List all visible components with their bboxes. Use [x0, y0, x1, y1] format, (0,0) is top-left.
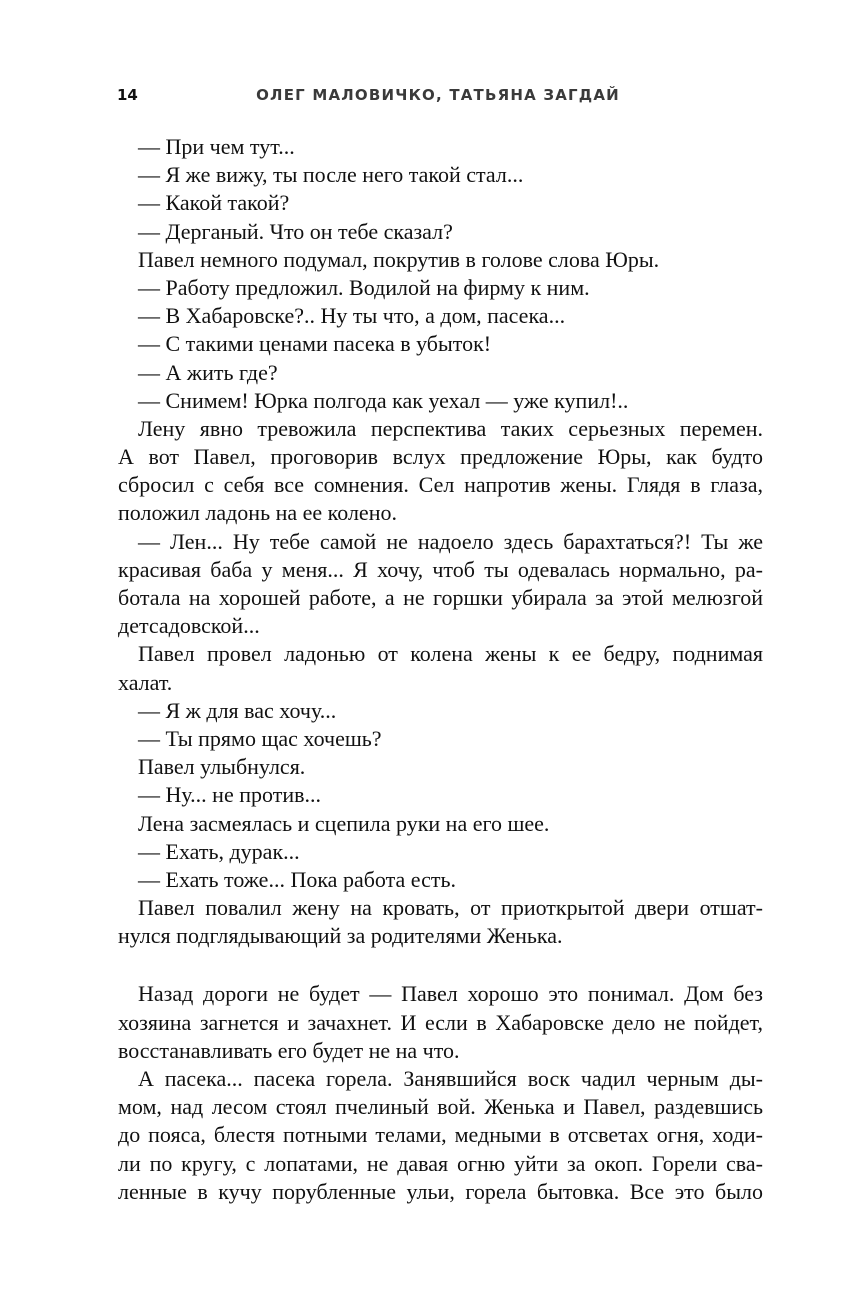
- text-line: Лену явно тревожила перспектива таких серьезных перемен.: [138, 415, 763, 441]
- text-line: нулся подглядывающий за родителями Женька.: [118, 923, 563, 949]
- text-line: хозяина загнется и зачахнет. И если в Хабаровске дело не пойдет,: [118, 1009, 763, 1035]
- text-line: — При чем тут...: [138, 134, 295, 159]
- text-line: ботала на хорошей работе, а не горшки убирала за этой мелюзгой: [118, 585, 763, 610]
- running-title: ОЛЕГ МАЛОВИЧКО, ТАТЬЯНА ЗАГДАЙ: [256, 86, 620, 104]
- text-line: Павел немного подумал, покрутив в голове слова Юры.: [138, 246, 660, 272]
- text-line: А пасека... пасека горела. Занявшийся воск чадил черным ды-: [138, 1066, 763, 1091]
- text-line: Назад дороги не будет — Павел хорошо это понимал. Дом без: [138, 981, 763, 1007]
- page-number: 14: [117, 86, 138, 104]
- text-line: — Ехать тоже... Пока работа есть.: [138, 866, 456, 892]
- text-line: Лена засмеялась и сцепила руки на его шее.: [138, 810, 550, 836]
- text-line: Павел улыбнулся.: [138, 754, 306, 780]
- text-line: — Работу предложил. Водилой на фирму к ним.: [138, 274, 590, 300]
- text-line: — Ты прямо щас хочешь?: [138, 725, 382, 751]
- section-break: [118, 950, 763, 980]
- text-line: — С такими ценами пасека в убыток!: [138, 331, 492, 357]
- text-line: Павел повалил жену на кровать, от приоткрытой двери отшат-: [138, 895, 763, 921]
- text-line: — Лен... Ну тебе самой не надоело здесь барахтаться?! Ты же: [138, 528, 763, 554]
- page-body: [118, 133, 763, 1206]
- text-line: детсадовской...: [118, 613, 260, 639]
- text-line: сбросил с себя все сомнения. Сел напротив жены. Глядя в глаза,: [118, 472, 763, 498]
- text-line: красивая баба у меня... Я хочу, чтоб ты одевалась нормально, ра-: [118, 556, 763, 582]
- text-line: — Я же вижу, ты после него такой стал...: [138, 162, 524, 188]
- text-line: — Снимем! Юрка полгода как уехал — уже купил!..: [138, 387, 629, 413]
- text-line: — А жить где?: [138, 359, 278, 385]
- text-line: — Дерганый. Что он тебе сказал?: [138, 218, 453, 244]
- text-line: до пояса, блестя потными телами, медными в отсветах огня, ходи-: [118, 1122, 763, 1148]
- text-line: Павел провел ладонью от колена жены к ее бедру, поднимая: [138, 641, 763, 667]
- text-line: мом, над лесом стоял пчелиный вой. Женька и Павел, раздевшись: [118, 1094, 763, 1120]
- text-line: положил ладонь на ее колено.: [118, 500, 397, 526]
- text-line: — Ну... не против...: [138, 782, 321, 808]
- text-line: — В Хабаровске?.. Ну ты что, а дом, пасека...: [138, 303, 566, 329]
- text-line: — Я ж для вас хочу...: [138, 697, 337, 723]
- text-line: халат.: [118, 669, 173, 695]
- text-line: А вот Павел, проговорив вслух предложение Юры, как будто: [118, 444, 763, 470]
- text-line: — Какой такой?: [138, 190, 290, 216]
- text-line: ли по кругу, с лопатами, не давая огню уйти за окоп. Горели сва-: [118, 1150, 763, 1176]
- text-line: — Ехать, дурак...: [138, 838, 300, 864]
- text-line: восстанавливать его будет не на что.: [118, 1037, 460, 1063]
- text-line: ленные в кучу порубленные ульи, горела бытовка. Все это было: [118, 1178, 763, 1204]
